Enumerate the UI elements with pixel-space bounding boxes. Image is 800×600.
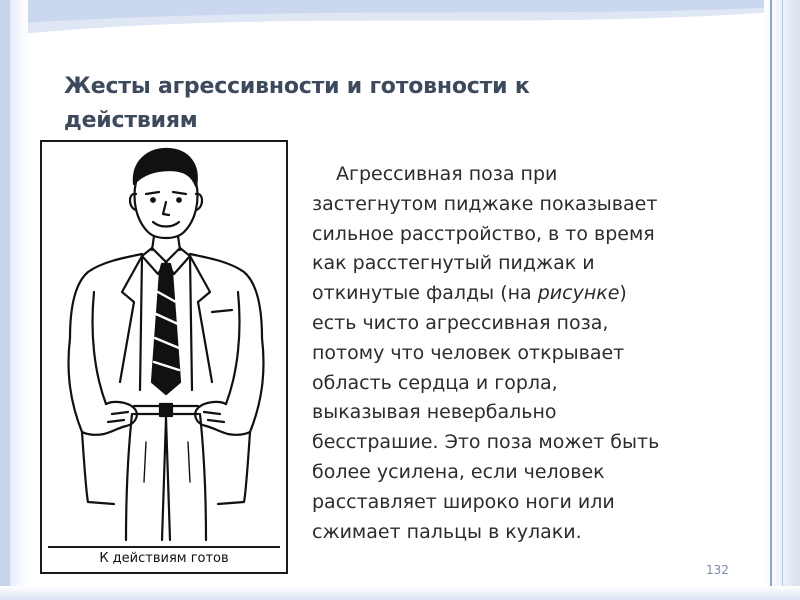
body-line: область сердца и горла,: [312, 371, 558, 394]
body-line: как расстегнутый пиджак и: [312, 252, 595, 275]
top-wave-decor: [0, 0, 800, 60]
body-line: сильное расстройство, в то время: [312, 222, 655, 245]
body-line: Агрессивная поза при: [336, 163, 558, 185]
bottom-decor-band: [0, 586, 800, 600]
caption-divider: [48, 546, 280, 548]
left-decor-band: [0, 0, 10, 600]
slide-title: Жесты агрессивности и готовности к действиям: [64, 74, 530, 133]
body-line: потому что человек открывает: [312, 341, 625, 364]
body-line: сжимает пальцы в кулаки.: [312, 520, 582, 543]
body-line: расставляет широко ноги или: [312, 490, 615, 513]
body-line: [312, 279, 752, 309]
body-italic-word: рисунке: [537, 282, 620, 305]
illustration-caption: К действиям готов: [99, 551, 229, 566]
right-decor-line: [770, 0, 772, 600]
body-paragraph: [312, 160, 752, 547]
body-line-part: ): [619, 282, 627, 305]
body-line: есть чисто агрессивная поза,: [312, 311, 609, 334]
illustration-frame: [40, 140, 288, 574]
body-line-part: откинутые фалды (на: [312, 282, 538, 305]
body-line: бесстрашие. Это поза может быть: [312, 431, 660, 454]
left-decor-fade: [10, 0, 28, 600]
right-decor-line-thin: [782, 0, 783, 600]
body-line: застегнутом пиджаке показывает: [312, 192, 658, 215]
body-line: выказывая невербально: [312, 401, 557, 424]
man-in-suit-illustration: [42, 142, 286, 542]
body-line: более усилена, если человек: [312, 460, 605, 483]
page-number: 132: [706, 563, 729, 577]
